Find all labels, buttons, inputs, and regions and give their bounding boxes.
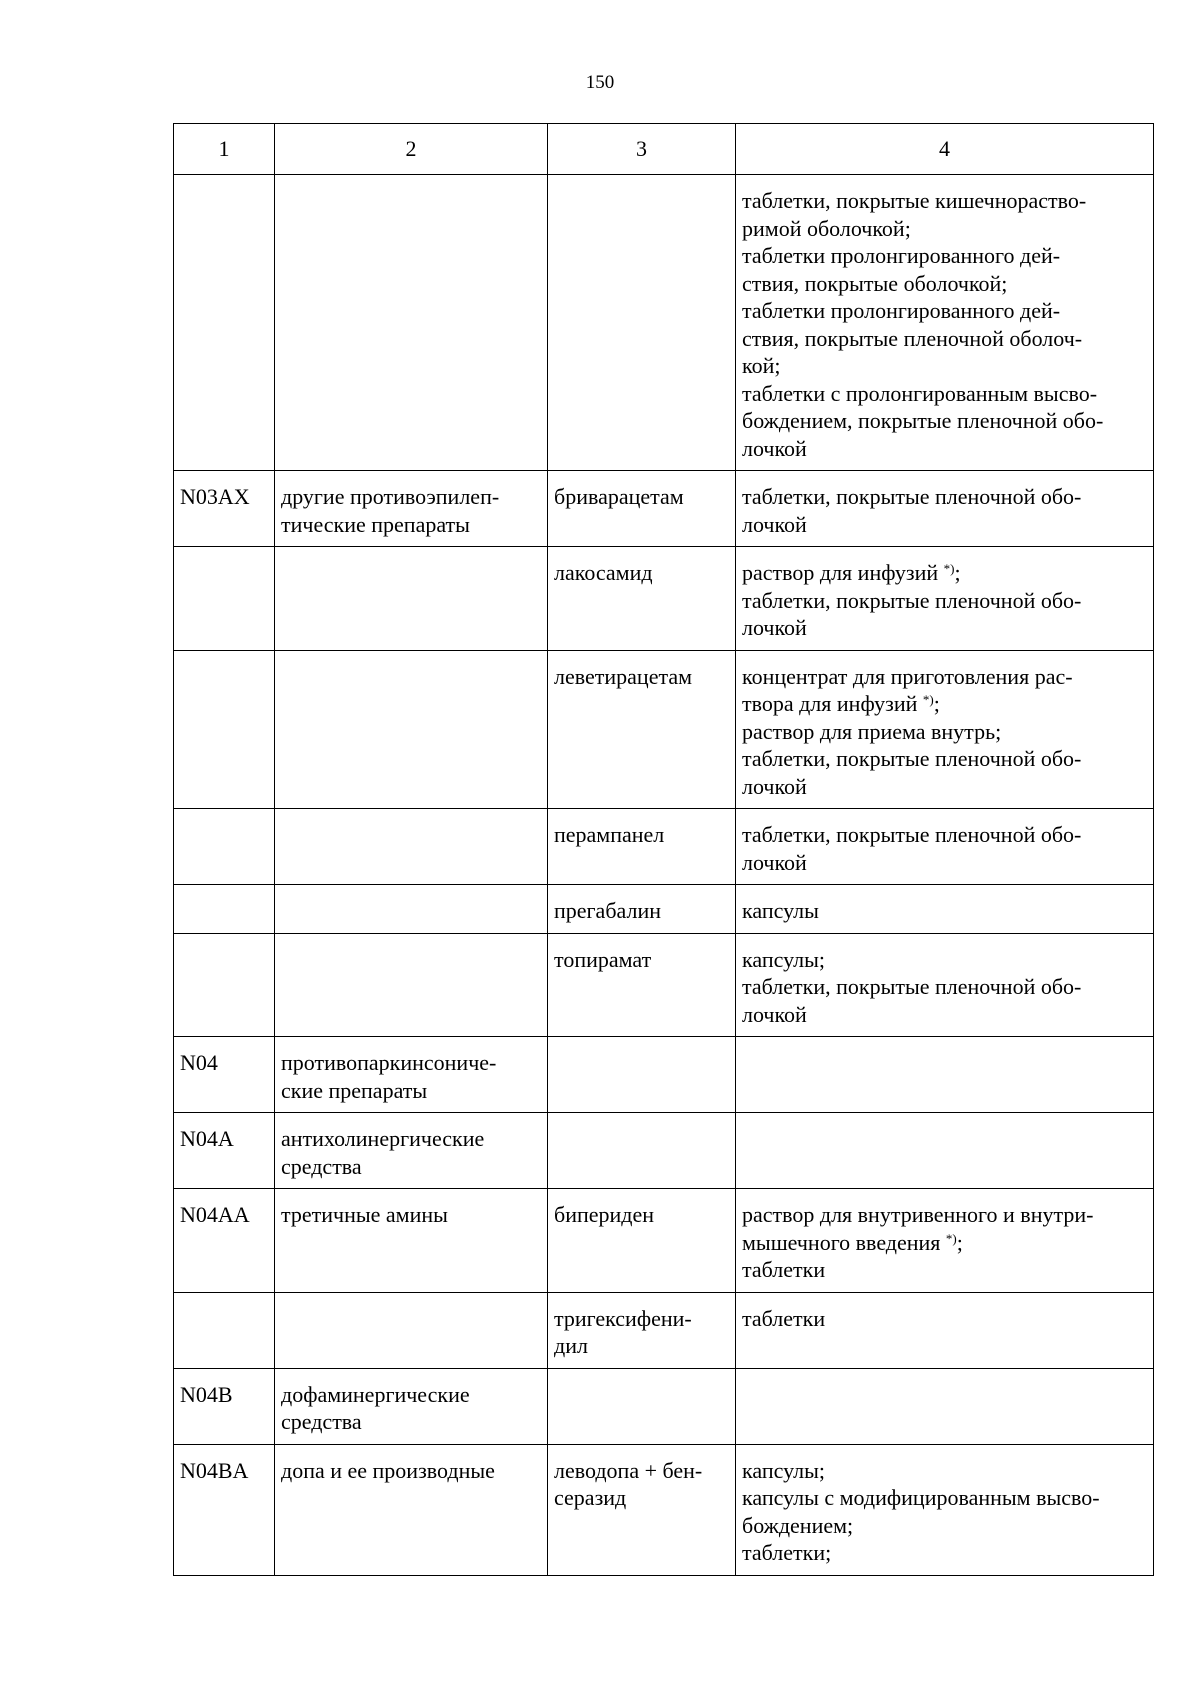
drug-cell <box>548 1113 736 1189</box>
table-row <box>174 885 1154 934</box>
form-line: капсулы с модифицированным высво- <box>742 1485 1100 1510</box>
form-line: бождением, покрытые пленочной обо- <box>742 408 1104 433</box>
drug-cell <box>548 547 736 651</box>
forms-cell <box>736 1368 1154 1444</box>
table-row <box>174 1368 1154 1444</box>
drug-cell <box>548 650 736 809</box>
forms-cell <box>736 933 1154 1037</box>
atc-code-cell <box>174 547 275 651</box>
form-line: таблетки, покрытые пленочной обо- <box>742 587 1082 613</box>
form-line: капсулы; <box>742 946 825 972</box>
group-line: средства <box>281 1153 362 1179</box>
group-cell <box>275 809 548 885</box>
form-line: кой; <box>742 353 781 378</box>
table-row <box>174 1189 1154 1293</box>
table-row <box>174 809 1154 885</box>
form-line-text: твора для инфузий <box>742 691 918 716</box>
drug-cell <box>548 1368 736 1444</box>
column-header: 3 <box>548 124 736 175</box>
form-line: лочкой <box>742 849 807 875</box>
group-cell <box>275 650 548 809</box>
page-number: 150 <box>585 72 615 93</box>
drug-line: серазид <box>554 1485 627 1510</box>
forms-cell <box>736 809 1154 885</box>
table-row <box>174 933 1154 1037</box>
form-line: таблетки, покрытые пленочной обо- <box>742 974 1082 999</box>
table-row <box>174 547 1154 651</box>
atc-code-cell <box>174 1292 275 1368</box>
form-line: таблетки с пролонгированным высво- <box>742 380 1098 406</box>
atc-code-cell <box>174 175 275 471</box>
forms-cell <box>736 471 1154 547</box>
atc-code-cell <box>174 809 275 885</box>
form-line: концентрат для приготовления рас- <box>742 663 1073 689</box>
forms-cell <box>736 650 1154 809</box>
group-cell <box>275 1292 548 1368</box>
form-line: таблетки; <box>742 1540 832 1565</box>
form-line: бождением; <box>742 1512 854 1538</box>
form-line: раствор для приема внутрь; <box>742 718 1002 744</box>
drug-line: бриварацетам <box>554 484 684 509</box>
forms-cell <box>736 885 1154 934</box>
group-line: ские препараты <box>281 1077 428 1103</box>
table-header-row <box>174 124 1154 175</box>
form-line: капсулы <box>742 898 819 923</box>
form-line: лочкой <box>742 615 807 640</box>
group-line: тические препараты <box>281 511 470 537</box>
drug-line: лакосамид <box>554 560 653 585</box>
group-cell <box>275 1037 548 1113</box>
table-row <box>174 1292 1154 1368</box>
column-header: 2 <box>275 124 548 175</box>
form-line: лочкой <box>742 435 807 461</box>
form-line: капсулы; <box>742 1457 825 1483</box>
form-line: таблетки, покрытые пленочной обо- <box>742 746 1082 771</box>
drug-cell <box>548 933 736 1037</box>
drug-line: дил <box>554 1333 588 1358</box>
forms-cell <box>736 1037 1154 1113</box>
forms-cell <box>736 1444 1154 1575</box>
atc-code-cell: N04 <box>174 1037 275 1113</box>
drug-line: перампанел <box>554 822 665 847</box>
atc-code-cell: N04AA <box>174 1189 275 1293</box>
group-cell <box>275 1368 548 1444</box>
table-row <box>174 175 1154 471</box>
drug-cell <box>548 1292 736 1368</box>
forms-cell <box>736 1113 1154 1189</box>
column-header: 4 <box>736 124 1154 175</box>
group-line: противопаркинсониче- <box>281 1050 497 1075</box>
form-line <box>742 559 1147 587</box>
drug-cell <box>548 175 736 471</box>
form-line: таблетки пролонгированного дей- <box>742 243 1061 268</box>
column-header: 1 <box>174 124 275 175</box>
atc-code-cell: N04B <box>174 1368 275 1444</box>
group-line: средства <box>281 1409 362 1434</box>
form-line-text: мышечного введения <box>742 1229 941 1255</box>
form-line: таблетки пролонгированного дей- <box>742 298 1061 323</box>
drug-table <box>173 123 1154 1576</box>
group-line: третичные амины <box>281 1202 448 1227</box>
group-line: дофаминергические <box>281 1381 470 1407</box>
group-cell <box>275 933 548 1037</box>
form-line: лочкой <box>742 1001 807 1027</box>
form-line-text: раствор для инфузий <box>742 560 939 585</box>
group-cell <box>275 1113 548 1189</box>
drug-line: леводопа + бен- <box>554 1457 703 1483</box>
form-line: таблетки, покрытые пленочной обо- <box>742 822 1082 847</box>
form-line: таблетки <box>742 1305 826 1331</box>
form-line: ствия, покрытые оболочкой; <box>742 270 1008 296</box>
table-row <box>174 650 1154 809</box>
group-cell <box>275 175 548 471</box>
form-line: ствия, покрытые пленочной оболоч- <box>742 325 1083 351</box>
group-line: антихолинергические <box>281 1126 485 1151</box>
table-row <box>174 1113 1154 1189</box>
table-row <box>174 1037 1154 1113</box>
atc-code-cell <box>174 650 275 809</box>
form-line: раствор для внутривенного и внутри- <box>742 1202 1094 1227</box>
group-cell <box>275 471 548 547</box>
group-line: допа и ее производные <box>281 1457 495 1483</box>
group-line: другие противоэпилеп- <box>281 484 500 509</box>
form-line: лочкой <box>742 511 807 537</box>
table-row <box>174 471 1154 547</box>
group-cell <box>275 885 548 934</box>
drug-cell <box>548 471 736 547</box>
drug-line: тригексифени- <box>554 1305 692 1331</box>
drug-cell <box>548 1189 736 1293</box>
atc-code-cell: N04BA <box>174 1444 275 1575</box>
forms-cell <box>736 547 1154 651</box>
drug-line: прегабалин <box>554 898 662 923</box>
form-line: таблетки, покрытые пленочной обо- <box>742 484 1082 509</box>
drug-cell <box>548 1444 736 1575</box>
table-row <box>174 1444 1154 1575</box>
footnote-suffix: ; <box>933 691 940 716</box>
group-cell <box>275 1444 548 1575</box>
atc-code-cell: N04A <box>174 1113 275 1189</box>
form-line: римой оболочкой; <box>742 215 911 241</box>
drug-line: леветирацетам <box>554 663 693 689</box>
form-line <box>742 1229 1147 1257</box>
footnote-suffix: ; <box>954 560 961 585</box>
drug-line: топирамат <box>554 946 652 972</box>
form-line: лочкой <box>742 773 807 799</box>
drug-cell <box>548 1037 736 1113</box>
atc-code-cell <box>174 933 275 1037</box>
drug-cell <box>548 809 736 885</box>
atc-code-cell <box>174 885 275 934</box>
form-line: таблетки <box>742 1257 826 1282</box>
footnote-marker: *) <box>922 692 934 707</box>
drug-cell <box>548 885 736 934</box>
form-line: таблетки, покрытые кишечнораство- <box>742 188 1087 213</box>
footnote-suffix: ; <box>956 1229 963 1255</box>
forms-cell <box>736 1292 1154 1368</box>
form-line <box>742 690 1147 718</box>
group-cell <box>275 1189 548 1293</box>
footnote-marker: *) <box>945 1230 957 1246</box>
forms-cell <box>736 175 1154 471</box>
group-cell <box>275 547 548 651</box>
footnote-marker: *) <box>943 561 955 576</box>
forms-cell <box>736 1189 1154 1293</box>
drug-line: бипериден <box>554 1202 655 1227</box>
atc-code-cell: N03AX <box>174 471 275 547</box>
